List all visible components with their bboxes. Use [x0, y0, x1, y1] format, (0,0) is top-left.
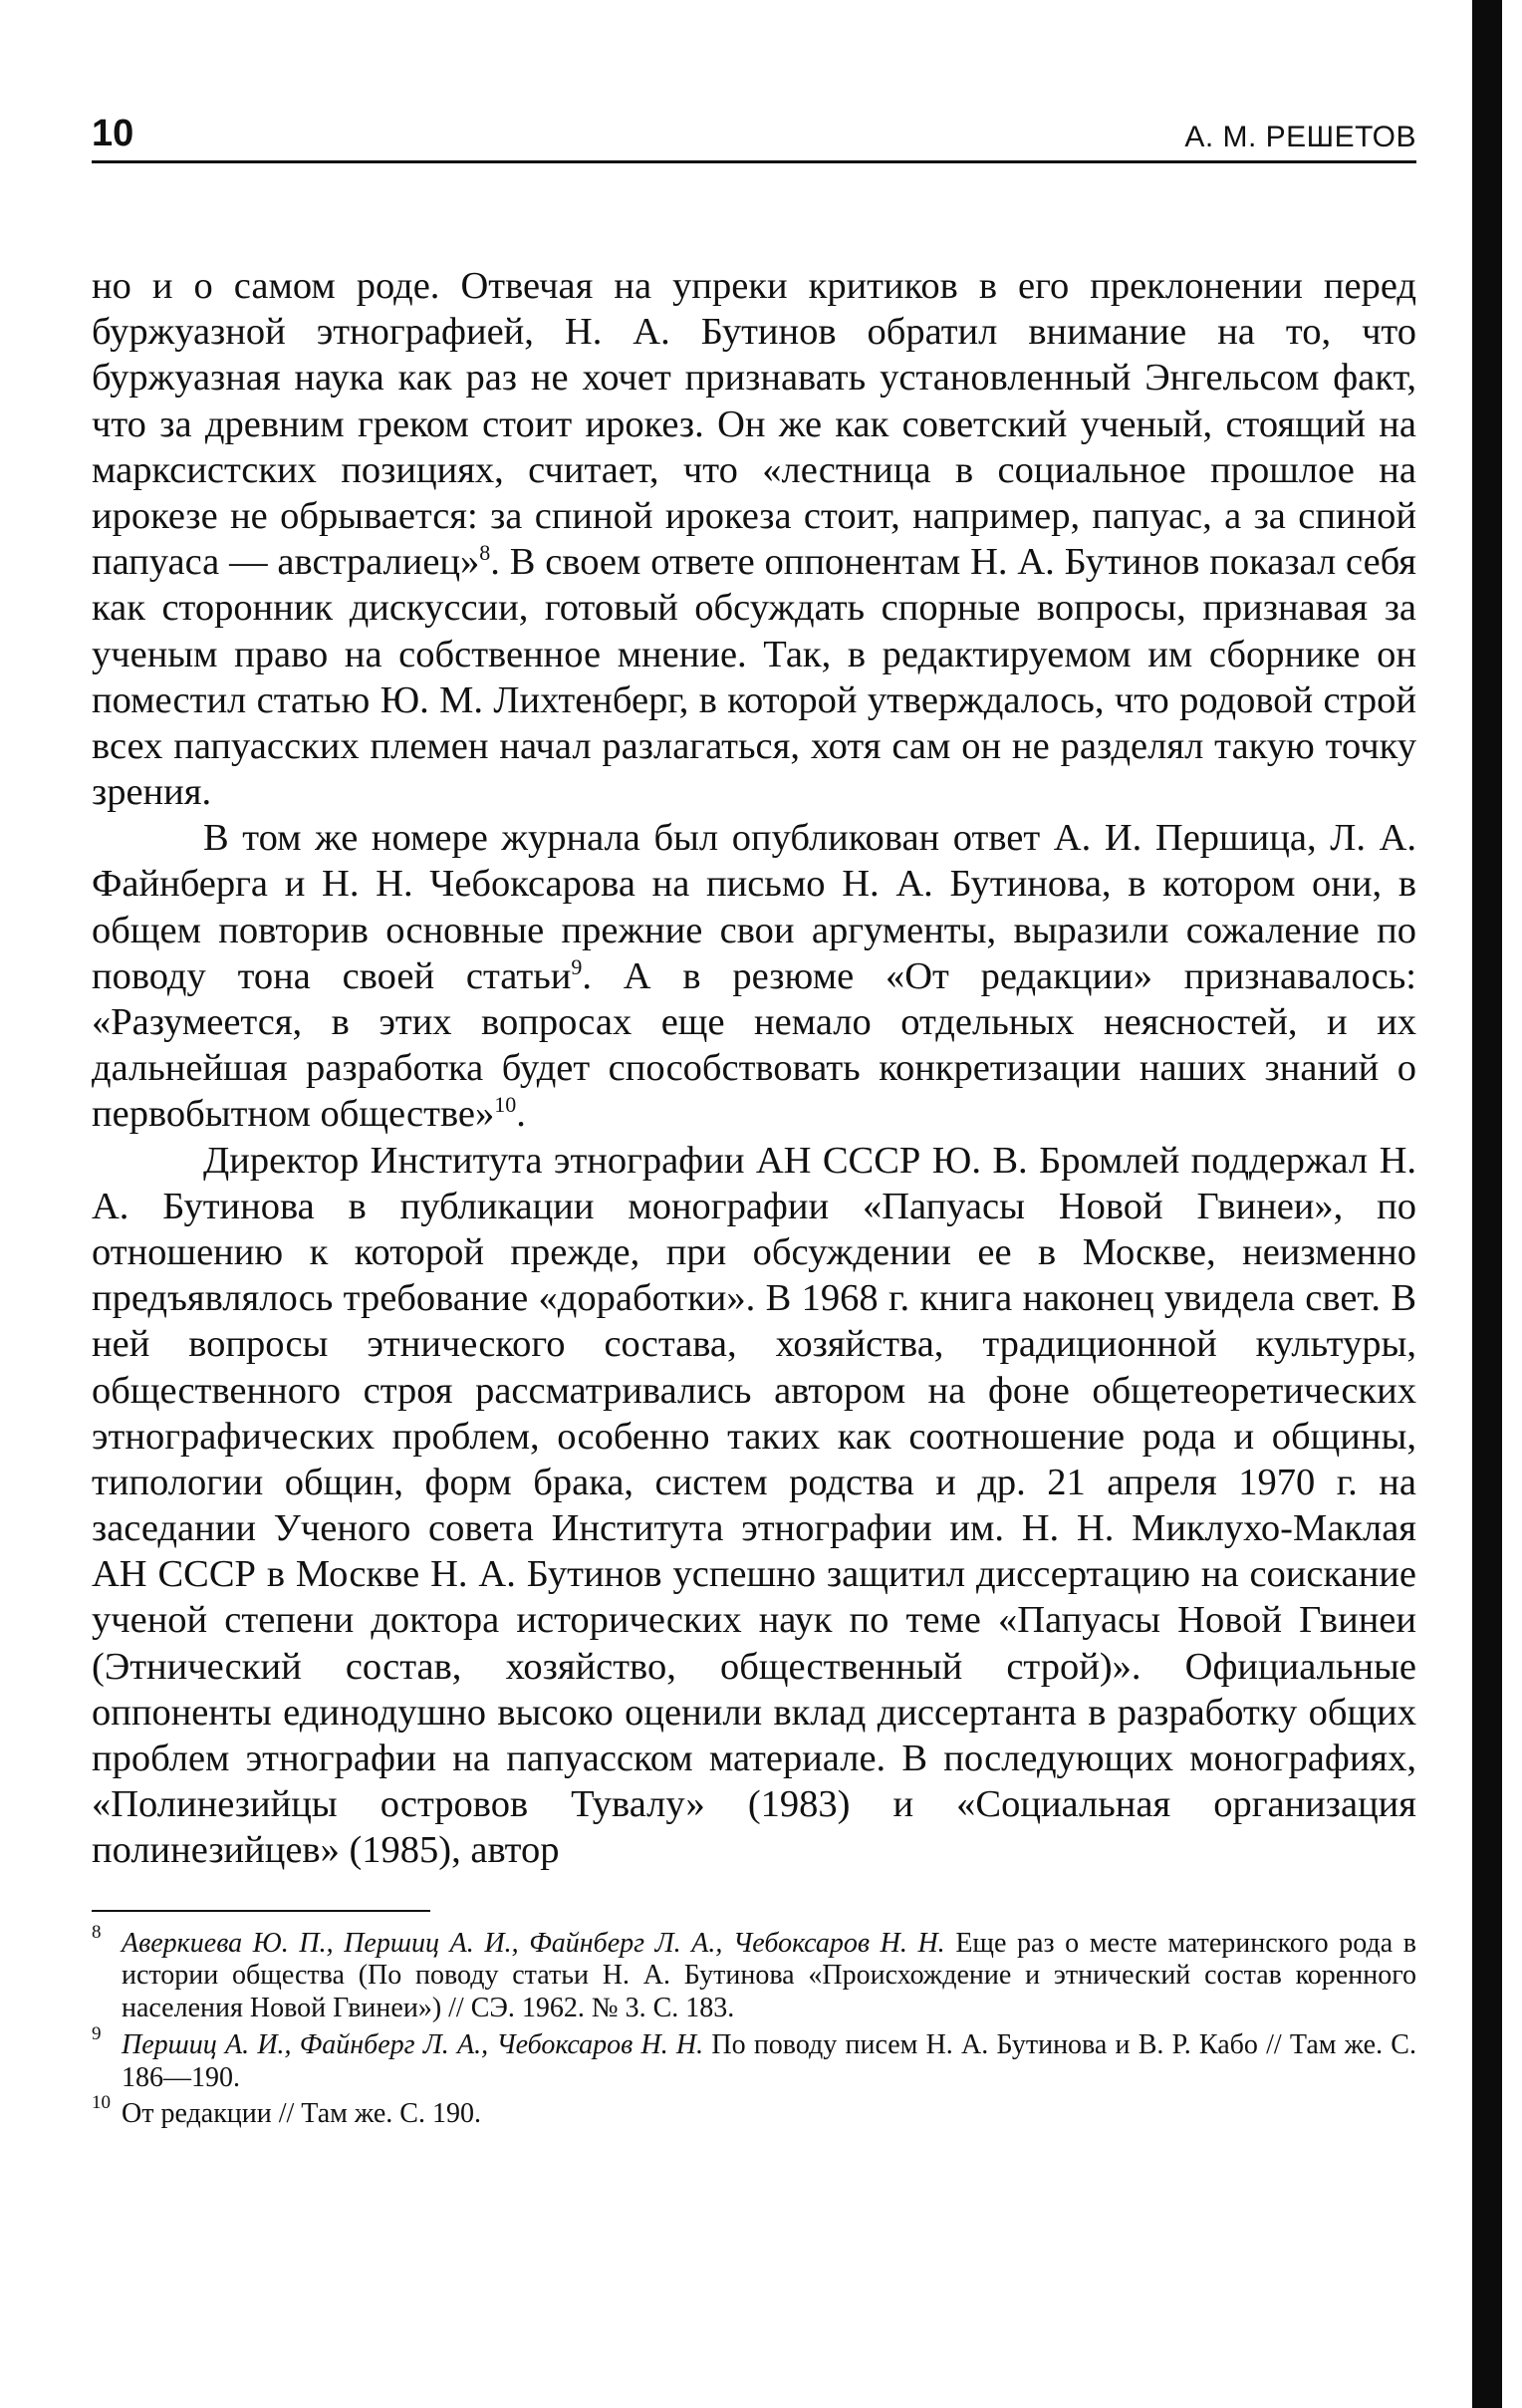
paragraph-text: В том же номере журнала был опубликован ответ А. И. Першица, Л. А. Файнберга и Н. Н. Чебоксарова на письмо Н. А. Бутинова, в котором они, в общем повторив основные прежние свои аргументы, выразили сожаление по поводу тона своей статьи [92, 817, 1416, 997]
body-paragraph [92, 1138, 1416, 1874]
footnote-authors: Аверкиева Ю. П., Першиц А. И., Файнберг Л. А., Чебоксаров Н. Н. [122, 1927, 945, 1959]
body-text [92, 263, 1416, 1874]
footnote [92, 2022, 1416, 2095]
footnote-number: 10 [92, 2092, 111, 2114]
body-paragraph [92, 815, 1416, 1137]
paragraph-text: . [516, 1093, 526, 1136]
footnote-reference: 10 [494, 1092, 517, 1118]
footnote-reference: 8 [479, 540, 491, 566]
page-header [92, 115, 1416, 163]
book-page [92, 115, 1416, 2135]
footnote-number: 9 [92, 2022, 102, 2044]
footnote-separator [92, 1910, 430, 1912]
footnote-reference: 9 [571, 953, 583, 979]
paragraph-text: Директор Института этнографии АН СССР Ю. В. Бромлей поддержал Н. А. Бутинова в публикации монографии «Папуасы Новой Гвинеи», по отношению к которой прежде, при обсуждении ее в Москве, неизменно предъявлялось требование «доработки». В 1968 г. книга наконец увидела свет. В ней вопросы этнического состава, хозяйства, традиционной культуры, общественного строя рассматривались автором на фоне общетеоретических этнографических проблем, особенно таких как соотношение рода и общины, типологии общин, форм брака, систем родства и др. 21 апреля 1970 г. на заседании Ученого совета Института этнографии им. Н. Н. Миклухо-Маклая АН СССР в Москве Н. А. Бутинов успешно защитил диссертацию на соискание ученой степени доктора исторических наук по теме «Папуасы Новой Гвинеи (Этнический состав, хозяйство, общественный строй)». Официальные оппоненты единодушно высоко оценили вклад диссертанта в разработку общих проблем этнографии на папуасском материале. В последующих монографиях, «Полинезийцы островов Тувалу» (1983) и «Социальная организация полинезийцев» (1985), автор [92, 1139, 1416, 1872]
footnote [92, 1921, 1416, 2025]
footnote [92, 2092, 1416, 2131]
page-binding-edge [1472, 0, 1502, 2408]
footnote-text: От редакции // Там же. С. 190. [122, 2098, 481, 2130]
paragraph-text: но и о самом роде. Отвечая на упреки критиков в его преклонении перед буржуазной этнографией, Н. А. Бутинов обратил внимание на то, что буржуазная наука как раз не хочет признавать установленный Энгельсом факт, что за древним греком стоит ирокез. Он же как советский ученый, стоящий на марксистских позициях, считает, что «лестница в социальное прошлое на ирокезе не обрывается: за спиной ирокеза стоит, например, папуас, а за спиной папуаса — австралиец» [92, 265, 1416, 584]
paragraph-text: . А в резюме «От редакции» признавалось: «Разумеется, в этих вопросах еще немало отдельных неясностей, и их дальнейшая разработка будет способствовать конкретизации наших знаний о первобытном обществе» [92, 954, 1416, 1136]
page-number: 10 [92, 113, 134, 154]
footnote-text: Еще раз о месте материнского рода в истории общества (По поводу статьи Н. А. Бутинова «Происхождение и этнический состав коренного населения Новой Гвинеи») // СЭ. 1962. № 3. С. 183. [122, 1927, 1416, 2024]
footnote-authors: Першиц А. И., Файнберг Л. А., Чебоксаров Н. Н. [122, 2028, 704, 2060]
running-head: А. М. РЕШЕТОВ [1184, 121, 1416, 153]
paragraph-text: . В своем ответе оппонентам Н. А. Бутинов показал себя как сторонник дискуссии, готовый обсуждать спорные вопросы, признавая за ученым право на собственное мнение. Так, в редактируемом им сборнике он поместил статью Ю. М. Лихтенберг, в которой утверждалось, что родовой строй всех папуасских племен начал разлагаться, хотя сам он не разделял такую точку зрения. [92, 541, 1416, 814]
body-paragraph [92, 263, 1416, 815]
footnote-number: 8 [92, 1921, 102, 1943]
footnote-text: По поводу писем Н. А. Бутинова и В. Р. Кабо // Там же. С. 186—190. [122, 2028, 1416, 2093]
footnotes [92, 1921, 1416, 2132]
